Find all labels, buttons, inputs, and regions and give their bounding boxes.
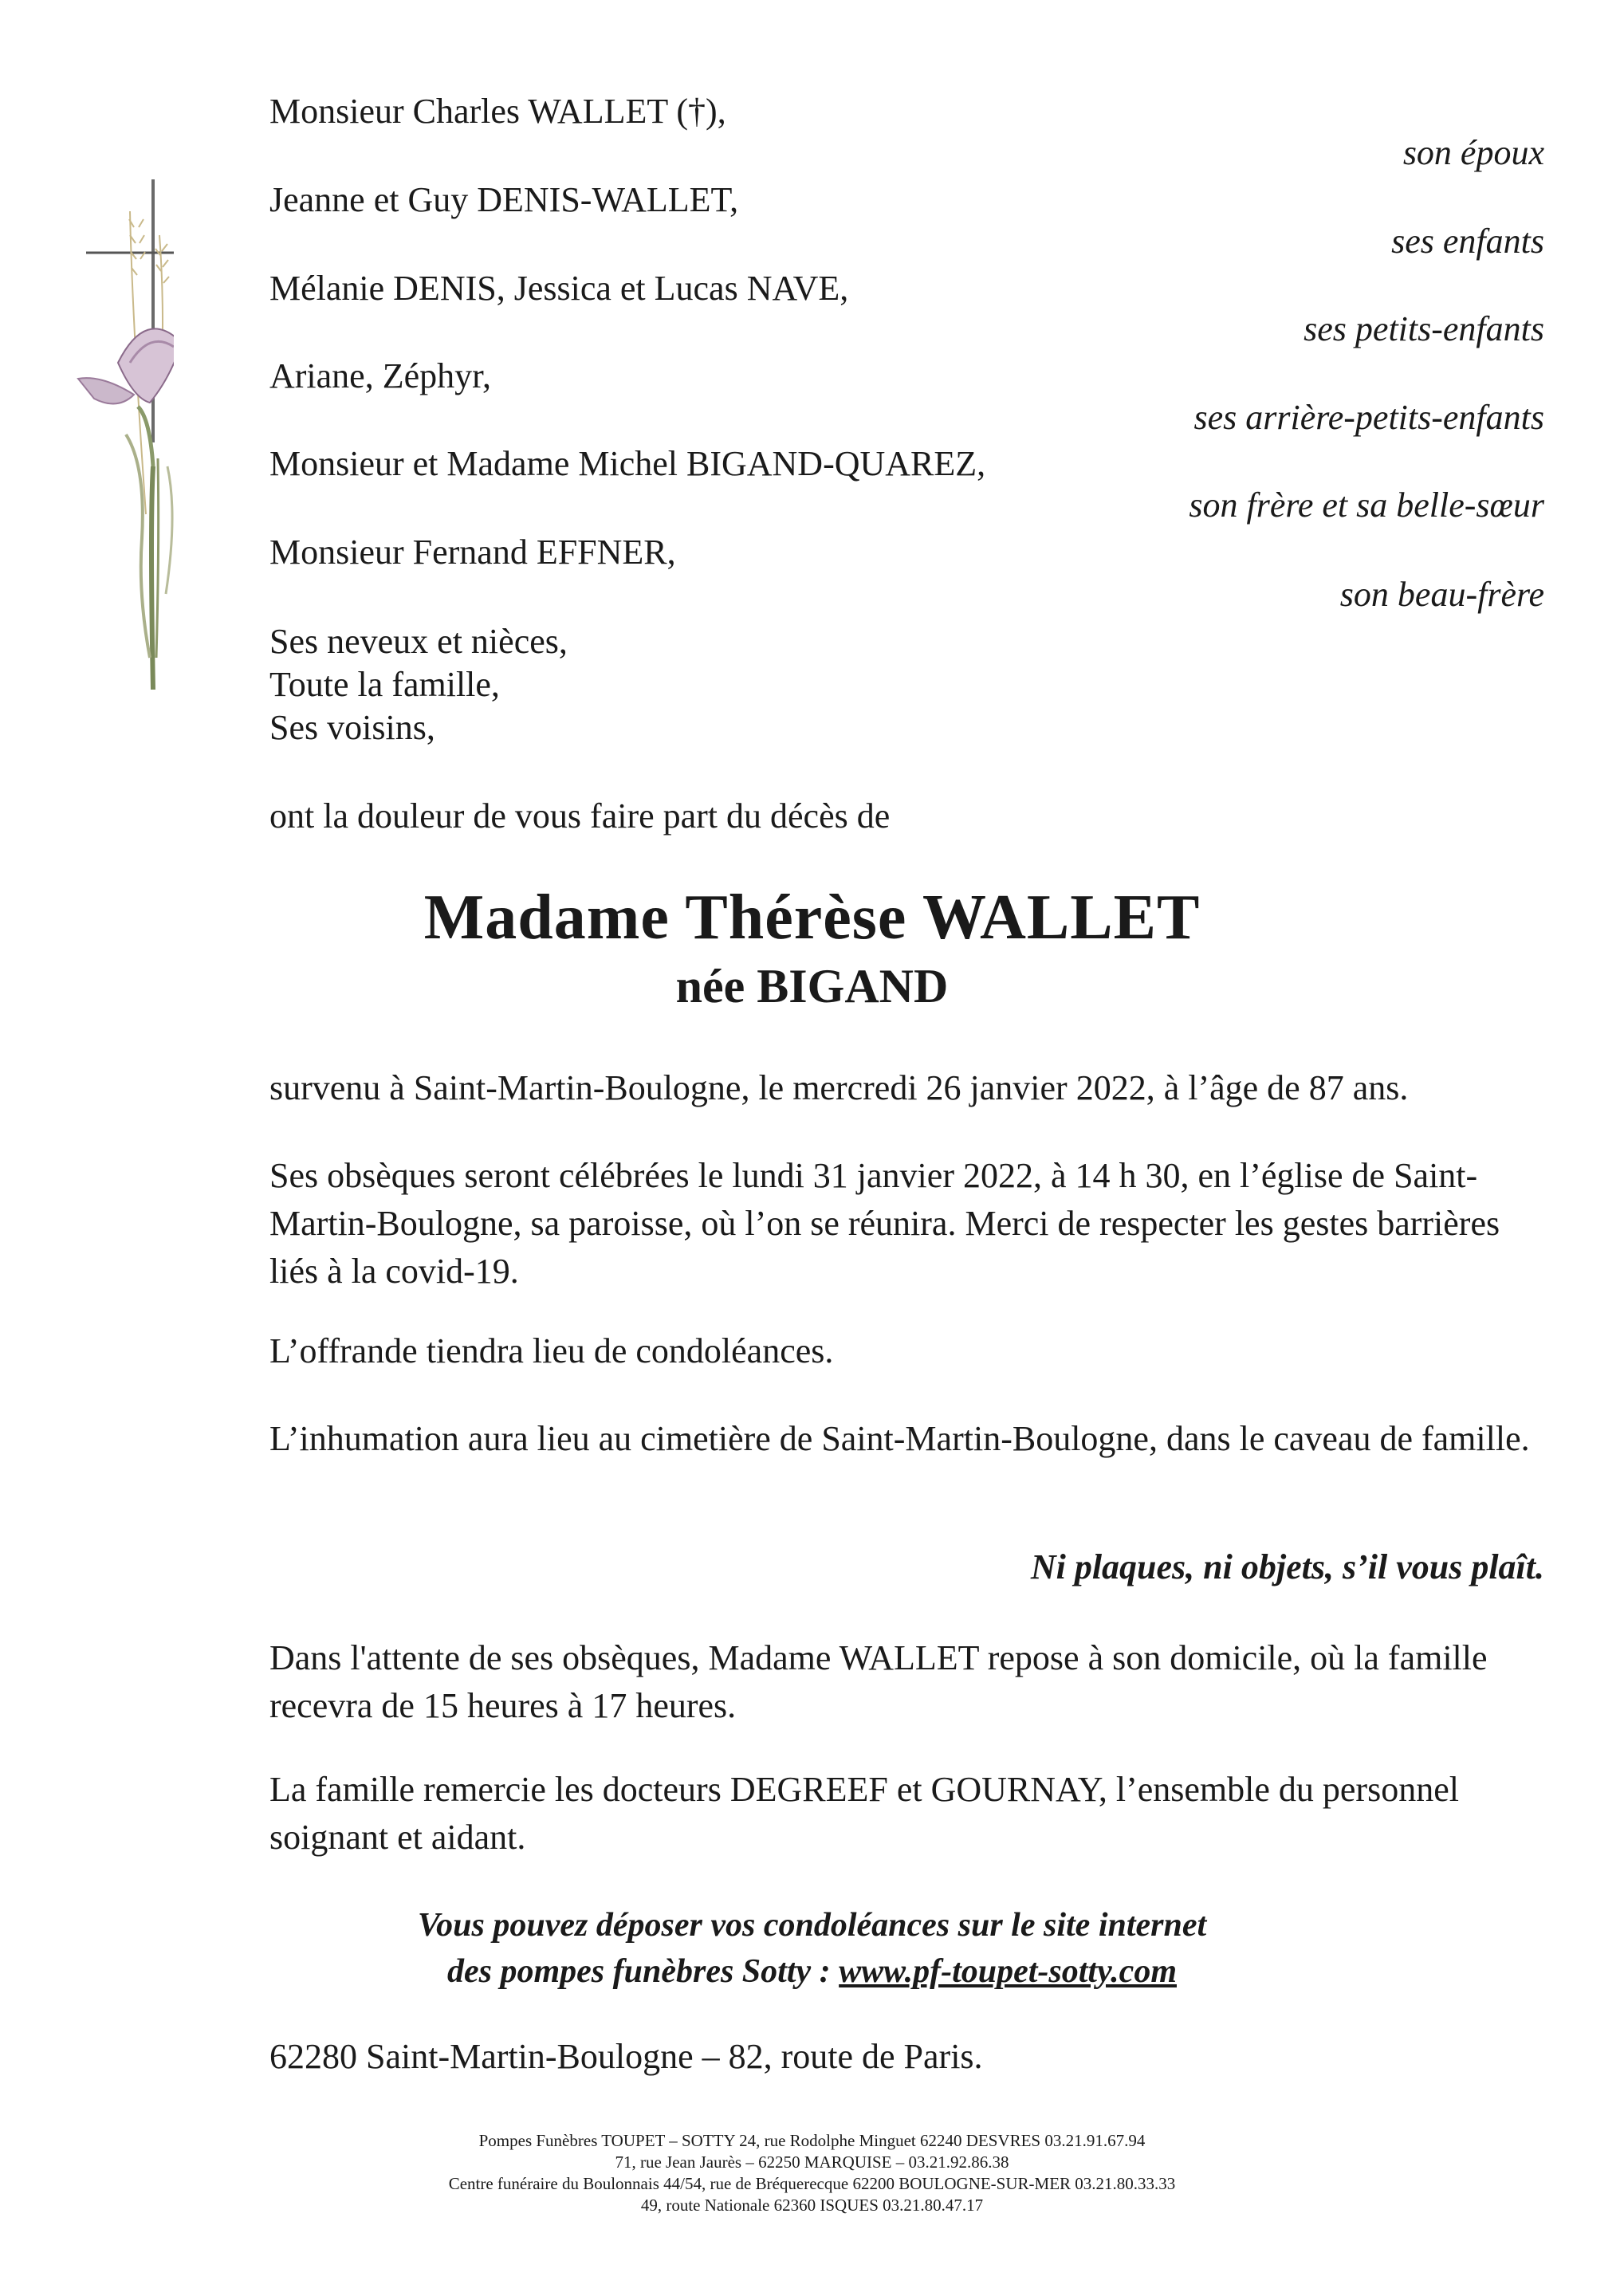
cross-lily-illustration xyxy=(70,179,174,690)
deceased-name: Madame Thérèse WALLET xyxy=(423,883,1201,953)
condolences-block xyxy=(0,1902,1624,1995)
family-name-5: Monsieur et Madame Michel BIGAND-QUAREZ, xyxy=(269,444,986,483)
request-line: Ni plaques, ni objets, s’il vous plaît. xyxy=(1030,1547,1544,1586)
footer-line-3: Centre funéraire du Boulonnais 44/54, rue de Bréquerecque 62200 BOULOGNE-SUR-MER 03.21.80.33.33 xyxy=(448,2174,1176,2193)
family-relation-2: ses enfants xyxy=(1391,222,1544,261)
deceased-maiden-name: née BIGAND xyxy=(675,960,949,1012)
announcement-line: ont la douleur de vous faire part du décès de xyxy=(269,796,891,835)
repose-paragraph: Dans l'attente de ses obsèques, Madame WALLET repose à son domicile, où la famille recevra de 15 heures à 17 heures. xyxy=(269,1638,1488,1725)
address-line: 62280 Saint-Martin-Boulogne – 82, route de Paris. xyxy=(269,2037,983,2076)
family-relation-3: ses petits-enfants xyxy=(1304,309,1544,348)
family-relation-1: son époux xyxy=(1402,133,1544,172)
funeral-paragraph: Ses obsèques seront célébrées le lundi 31 janvier 2022, à 14 h 30, en l’église de Saint-Martin-Boulogne, sa paroisse, où l’on se réunira. Merci de respecter les gestes barrières liés à la covid-19. xyxy=(269,1156,1500,1291)
others-nephews: Ses neveux et nièces, xyxy=(269,622,568,661)
family-relation-5: son frère et sa belle-sœur xyxy=(1189,486,1544,525)
others-neighbours: Ses voisins, xyxy=(269,708,435,747)
family-name-6: Monsieur Fernand EFFNER, xyxy=(269,533,676,572)
calla-lily-icon xyxy=(78,328,174,690)
others-family: Toute la famille, xyxy=(269,665,500,704)
footer-line-2: 71, rue Jean Jaurès – 62250 MARQUISE – 03.21.92.86.38 xyxy=(615,2152,1009,2172)
death-paragraph: survenu à Saint-Martin-Boulogne, le mercredi 26 janvier 2022, à l’âge de 87 ans. xyxy=(269,1068,1409,1107)
family-relation-6: son beau-frère xyxy=(1339,575,1544,614)
website-link[interactable]: www.pf-toupet-sotty.com xyxy=(839,1953,1177,1990)
family-relation-4: ses arrière-petits-enfants xyxy=(1193,398,1544,437)
offering-paragraph: L’offrande tiendra lieu de condoléances. xyxy=(269,1331,834,1370)
thanks-paragraph: La famille remercie les docteurs DEGREEF et GOURNAY, l’ensemble du personnel soignant et aidant. xyxy=(269,1770,1459,1857)
family-name-2: Jeanne et Guy DENIS-WALLET, xyxy=(269,180,739,219)
family-name-4: Ariane, Zéphyr, xyxy=(269,356,492,395)
condolences-line-2 xyxy=(0,1948,1624,1995)
footer-line-4: 49, route Nationale 62360 ISQUES 03.21.80.47.17 xyxy=(640,2196,984,2215)
family-name-1: Monsieur Charles WALLET (†), xyxy=(269,92,726,131)
footer-line-1: Pompes Funèbres TOUPET – SOTTY 24, rue Rodolphe Minguet 62240 DESVRES 03.21.91.67.94 xyxy=(478,2131,1146,2150)
burial-paragraph: L’inhumation aura lieu au cimetière de Saint-Martin-Boulogne, dans le caveau de famille. xyxy=(269,1419,1530,1458)
condolences-line-2-text: des pompes funèbres Sotty : xyxy=(446,1953,840,1990)
family-name-3: Mélanie DENIS, Jessica et Lucas NAVE, xyxy=(269,269,849,308)
condolences-line-1: Vous pouvez déposer vos condoléances sur le site internet xyxy=(417,1907,1207,1944)
footer-block xyxy=(0,2130,1624,2216)
